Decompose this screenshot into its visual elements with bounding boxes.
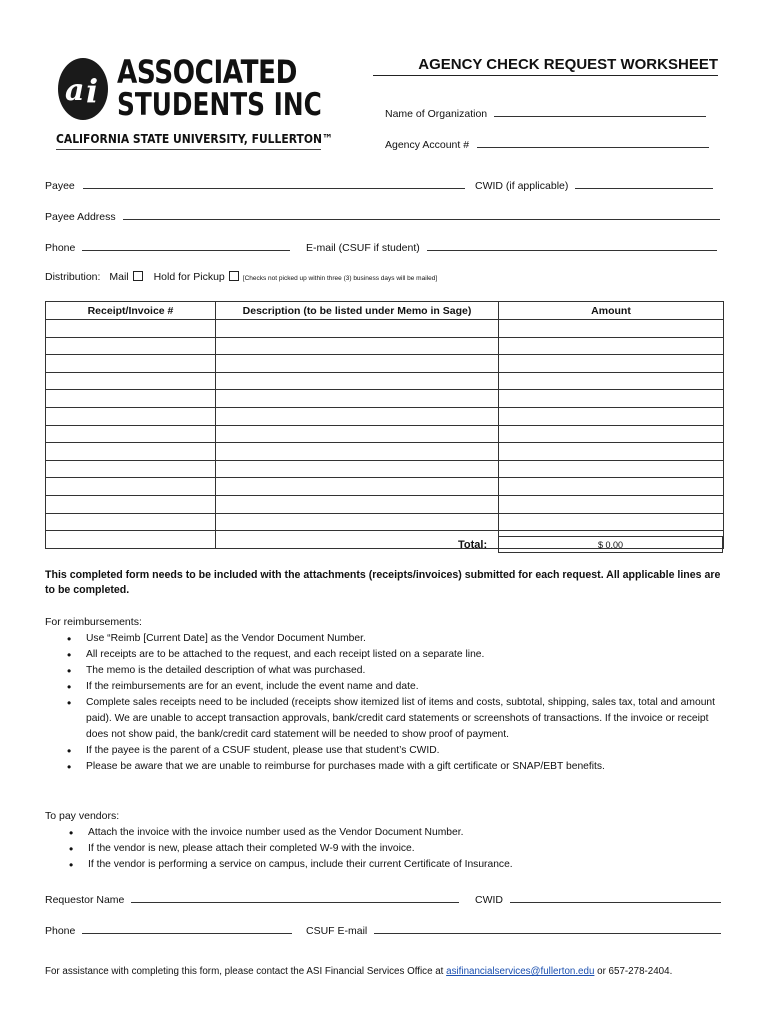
payee-address-row — [45, 209, 720, 223]
distribution-row — [45, 271, 437, 283]
list-item: • Use “Reimb [Current Date] as the Vendor Document Number. — [64, 631, 724, 647]
vendors-heading: To pay vendors: — [45, 810, 120, 822]
email-label: E-mail (CSUF if student) — [306, 242, 420, 254]
description-cell[interactable] — [216, 355, 499, 373]
payee-field[interactable] — [83, 178, 465, 189]
requestor-phone-row — [45, 923, 292, 937]
amount-cell[interactable] — [499, 513, 724, 531]
reimbursements-heading: For reimbursements: — [45, 616, 142, 628]
description-cell[interactable] — [216, 478, 499, 496]
reimbursements-list — [64, 631, 724, 775]
receipt-cell[interactable] — [46, 443, 216, 461]
receipt-cell[interactable] — [46, 513, 216, 531]
requestor-cwid-row — [475, 892, 721, 906]
total-value[interactable]: $ 0.00 — [498, 536, 723, 553]
requestor-cwid-field[interactable] — [510, 892, 721, 903]
list-item: • If the reimbursements are for an event, include the event name and date. — [64, 679, 724, 695]
email-row — [306, 240, 717, 254]
agency-account-row — [385, 137, 709, 151]
list-item: • Complete sales receipts need to be included (receipts show itemized list of items and costs, subtotal, shipping, sales tax, total and amount paid). We are unable to accept transaction approvals, bank/credit card statements or screenshots of transactions. If the invoice or receipt does not show paid, the bank/credit card statement will be needed to show proof of payment. — [64, 695, 724, 743]
description-cell[interactable] — [216, 495, 499, 513]
table-row — [46, 390, 724, 408]
table-row — [46, 320, 724, 338]
receipt-cell[interactable] — [46, 320, 216, 338]
table-row — [46, 355, 724, 373]
table-row — [46, 478, 724, 496]
requestor-cwid-label: CWID — [475, 894, 503, 906]
requestor-phone-label: Phone — [45, 925, 76, 937]
description-cell[interactable] — [216, 425, 499, 443]
receipt-cell[interactable] — [46, 478, 216, 496]
amount-cell[interactable] — [499, 390, 724, 408]
payee-row — [45, 178, 465, 192]
list-item: • Attach the invoice with the invoice number used as the Vendor Document Number. — [66, 825, 716, 841]
cwid-label: CWID (if applicable) — [475, 180, 569, 192]
amount-cell[interactable] — [499, 355, 724, 373]
distribution-label: Distribution: — [45, 271, 101, 283]
phone-field[interactable] — [82, 240, 290, 251]
table-row — [46, 372, 724, 390]
list-item: • All receipts are to be attached to the request, and each receipt listed on a separate line. — [64, 647, 724, 663]
description-cell[interactable] — [216, 337, 499, 355]
agency-account-label: Agency Account # — [385, 139, 470, 151]
receipt-cell[interactable] — [46, 460, 216, 478]
list-item: • Please be aware that we are unable to reimburse for purchases made with a gift certificate or SNAP/EBT benefits. — [64, 759, 724, 775]
amount-cell[interactable] — [499, 425, 724, 443]
logo-text-students-inc: STUDENTS INC — [117, 87, 322, 123]
mail-checkbox[interactable] — [133, 271, 143, 281]
svg-text:a: a — [65, 73, 85, 108]
line-items-table — [45, 301, 724, 549]
description-cell[interactable] — [216, 390, 499, 408]
agency-account-field[interactable] — [477, 137, 709, 148]
amount-cell[interactable] — [499, 478, 724, 496]
payee-address-field[interactable] — [123, 209, 720, 220]
footer-text-after: or 657-278-2404. — [594, 966, 673, 977]
org-name-field[interactable] — [494, 106, 706, 117]
hold-note: [Checks not picked up within three (3) business days will be mailed] — [242, 275, 438, 282]
amount-cell[interactable] — [499, 337, 724, 355]
logo-text-associated: ASSOCIATED — [117, 53, 298, 91]
column-header-amount: Amount — [499, 302, 724, 320]
vendors-list — [66, 825, 716, 873]
mail-label: Mail — [109, 271, 129, 283]
table-row — [46, 425, 724, 443]
logo-university: CALIFORNIA STATE UNIVERSITY, FULLERTON™ — [56, 131, 333, 146]
logo-divider — [56, 149, 321, 150]
requestor-email-field[interactable] — [374, 923, 721, 934]
list-item: • If the payee is the parent of a CSUF student, please use that student’s CWID. — [64, 743, 724, 759]
page-title: AGENCY CHECK REQUEST WORKSHEET — [373, 56, 718, 76]
asi-logo-icon — [56, 56, 110, 122]
requestor-email-label: CSUF E-mail — [306, 925, 368, 937]
cwid-field[interactable] — [575, 178, 713, 189]
requestor-name-field[interactable] — [131, 892, 459, 903]
table-row — [46, 495, 724, 513]
amount-cell[interactable] — [499, 320, 724, 338]
receipt-cell[interactable] — [46, 355, 216, 373]
description-cell[interactable] — [216, 320, 499, 338]
description-cell[interactable] — [216, 372, 499, 390]
requestor-name-label: Requestor Name — [45, 894, 125, 906]
list-item: • The memo is the detailed description of what was purchased. — [64, 663, 724, 679]
payee-address-label: Payee Address — [45, 211, 116, 223]
phone-label: Phone — [45, 242, 76, 254]
svg-text:i: i — [86, 72, 99, 110]
description-cell[interactable] — [216, 513, 499, 531]
footer-email-link[interactable]: asifinancialservices@fullerton.edu — [446, 966, 595, 977]
footer-text-before: For assistance with completing this form, please contact the ASI Financial Services Office at — [45, 966, 447, 977]
requestor-name-row — [45, 892, 459, 906]
receipt-cell[interactable] — [46, 495, 216, 513]
amount-cell[interactable] — [499, 372, 724, 390]
amount-cell[interactable] — [499, 443, 724, 461]
org-name-row — [385, 106, 706, 120]
footer-note — [45, 966, 672, 977]
amount-cell[interactable] — [499, 407, 724, 425]
list-item: • If the vendor is new, please attach their completed W-9 with the invoice. — [66, 841, 716, 857]
list-item: • If the vendor is performing a service on campus, include their current Certificate of Insurance. — [66, 857, 716, 873]
receipt-cell[interactable] — [46, 425, 216, 443]
hold-label: Hold for Pickup — [153, 271, 225, 283]
email-field[interactable] — [427, 240, 717, 251]
total-label: Total: — [458, 539, 488, 551]
column-header-description: Description (to be listed under Memo in Sage) — [216, 302, 499, 320]
cwid-row — [475, 178, 713, 192]
description-cell[interactable] — [216, 460, 499, 478]
table-row — [46, 443, 724, 461]
org-name-label: Name of Organization — [385, 108, 488, 120]
completion-notice: This completed form needs to be included with the attachments (receipts/invoices) submitted for each request. All applicable lines are to be completed. — [45, 569, 721, 596]
description-cell[interactable] — [216, 531, 499, 549]
receipt-cell[interactable] — [46, 531, 216, 549]
table-row — [46, 513, 724, 531]
amount-cell[interactable] — [499, 460, 724, 478]
description-cell[interactable] — [216, 443, 499, 461]
requestor-phone-field[interactable] — [82, 923, 292, 934]
receipt-cell[interactable] — [46, 372, 216, 390]
receipt-cell[interactable] — [46, 407, 216, 425]
description-cell[interactable] — [216, 407, 499, 425]
amount-cell[interactable] — [499, 495, 724, 513]
table-row — [46, 460, 724, 478]
requestor-email-row — [306, 923, 721, 937]
phone-row — [45, 240, 290, 254]
hold-checkbox[interactable] — [229, 271, 239, 281]
column-header-receipt: Receipt/Invoice # — [46, 302, 216, 320]
table-row — [46, 407, 724, 425]
table-row — [46, 337, 724, 355]
receipt-cell[interactable] — [46, 337, 216, 355]
receipt-cell[interactable] — [46, 390, 216, 408]
payee-label: Payee — [45, 180, 75, 192]
